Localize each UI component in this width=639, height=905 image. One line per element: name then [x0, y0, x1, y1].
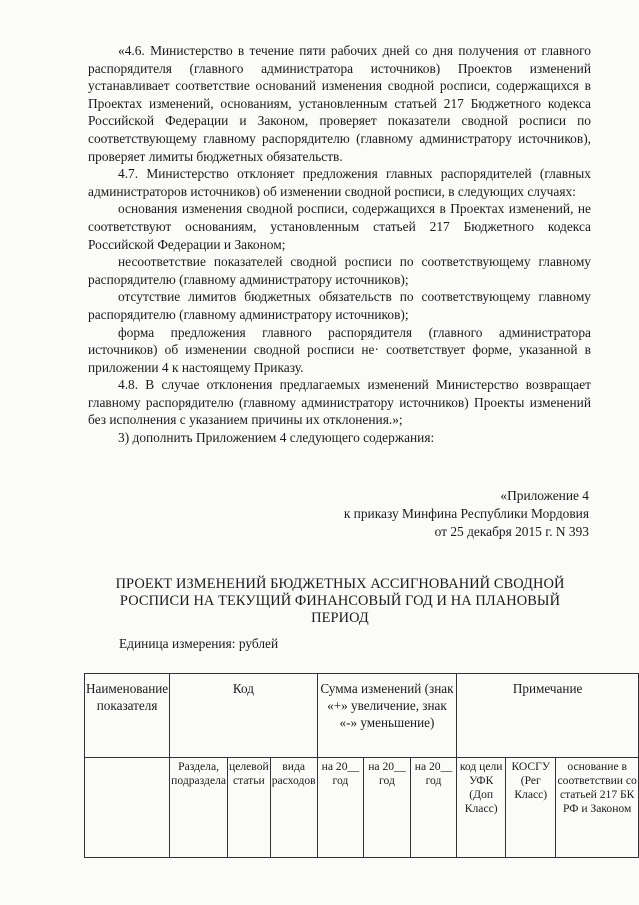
subheader-basis: основание в соответствии со статьей 217 БК РФ и Законом: [556, 758, 639, 858]
subheader-empty: [85, 758, 170, 858]
case-4: форма предложения главного распорядителя (главного администратора источников) об изменении сводной росписи не· соответствует форме, указанной в приложении 4 к настоящему Приказу.: [88, 324, 591, 375]
paragraph-4-6: «4.6. Министерство в течение пяти рабочих дней со дня получения от главного распорядителя (главного администратора источников) Проектов изменений устанавливает соответствие оснований изменения сводной росписи, содержащихся в Проектах изменений, основаниям, установленным статьей 217 Бюджетного кодекса Российской Федерации и Законом, проверяет показатели сводной росписи по соответствующему главному распорядителю (главному администратору источников), проверяет лимиты бюджетных обязательств.: [88, 43, 591, 164]
header-code: Код: [170, 674, 317, 758]
header-name: Наименование показателя: [85, 674, 170, 758]
subheader-ufk-code: код цели УФК (Доп Класс): [457, 758, 506, 858]
subheader-expense-type: вида расходов: [270, 758, 317, 858]
title-line-1: ПРОЕКТ ИЗМЕНЕНИЙ БЮДЖЕТНЫХ АССИГНОВАНИЙ СВОДНОЙ: [115, 576, 565, 592]
case-3: отсутствие лимитов бюджетных обязательств по соответствующему главному распорядителю (главному администратору источников);: [88, 289, 591, 322]
paragraph-4-7: 4.7. Министерство отклоняет предложения главных распорядителей (главных администраторов источников) об изменении сводной росписи, в следующих случаях:: [88, 166, 591, 199]
unit-of-measure: Единица измерения: рублей: [119, 636, 279, 651]
subheader-section: Раздела, подраздела: [170, 758, 228, 858]
changes-table: [84, 673, 639, 858]
appendix-line-1: «Приложение 4: [500, 488, 589, 503]
case-2: несоответствие показателей сводной росписи по соответствующему главному распорядителю (главному администратору источников);: [88, 254, 591, 287]
document-title: [90, 576, 590, 627]
subheader-year-1: на 20__ год: [317, 758, 364, 858]
document-body: [88, 42, 591, 447]
appendix-line-3: от 25 декабря 2015 г. N 393: [434, 524, 589, 539]
subheader-year-3: на 20__ год: [410, 758, 457, 858]
subheader-target-article: целевой статьи: [228, 758, 271, 858]
appendix-reference: [229, 487, 589, 541]
title-line-3: ПЕРИОД: [311, 610, 369, 626]
appendix-line-2: к приказу Минфина Республики Мордовия: [343, 506, 589, 521]
paragraph-4-8: 4.8. В случае отклонения предлагаемых изменений Министерство возвращает главному распорядителю (главному администратору источников) Проекты изменений без исполнения с указанием причины их отклонения.»;: [88, 377, 591, 428]
paragraph-3: 3) дополнить Приложением 4 следующего содержания:: [118, 430, 435, 446]
header-note: Примечание: [457, 674, 639, 758]
header-sum: Сумма изменений (знак «+» увеличение, знак «-» уменьшение): [317, 674, 457, 758]
subheader-kosgu: КОСГУ (Рег Класс): [506, 758, 556, 858]
title-line-2: РОСПИСИ НА ТЕКУЩИЙ ФИНАНСОВЫЙ ГОД И НА ПЛАНОВЫЙ: [119, 593, 561, 609]
case-1: основания изменения сводной росписи, содержащихся в Проектах изменений, не соответствуют основаниям, установленным статьей 217 Бюджетного кодекса Российской Федерации и Законом;: [88, 201, 591, 252]
subheader-year-2: на 20__ год: [364, 758, 411, 858]
